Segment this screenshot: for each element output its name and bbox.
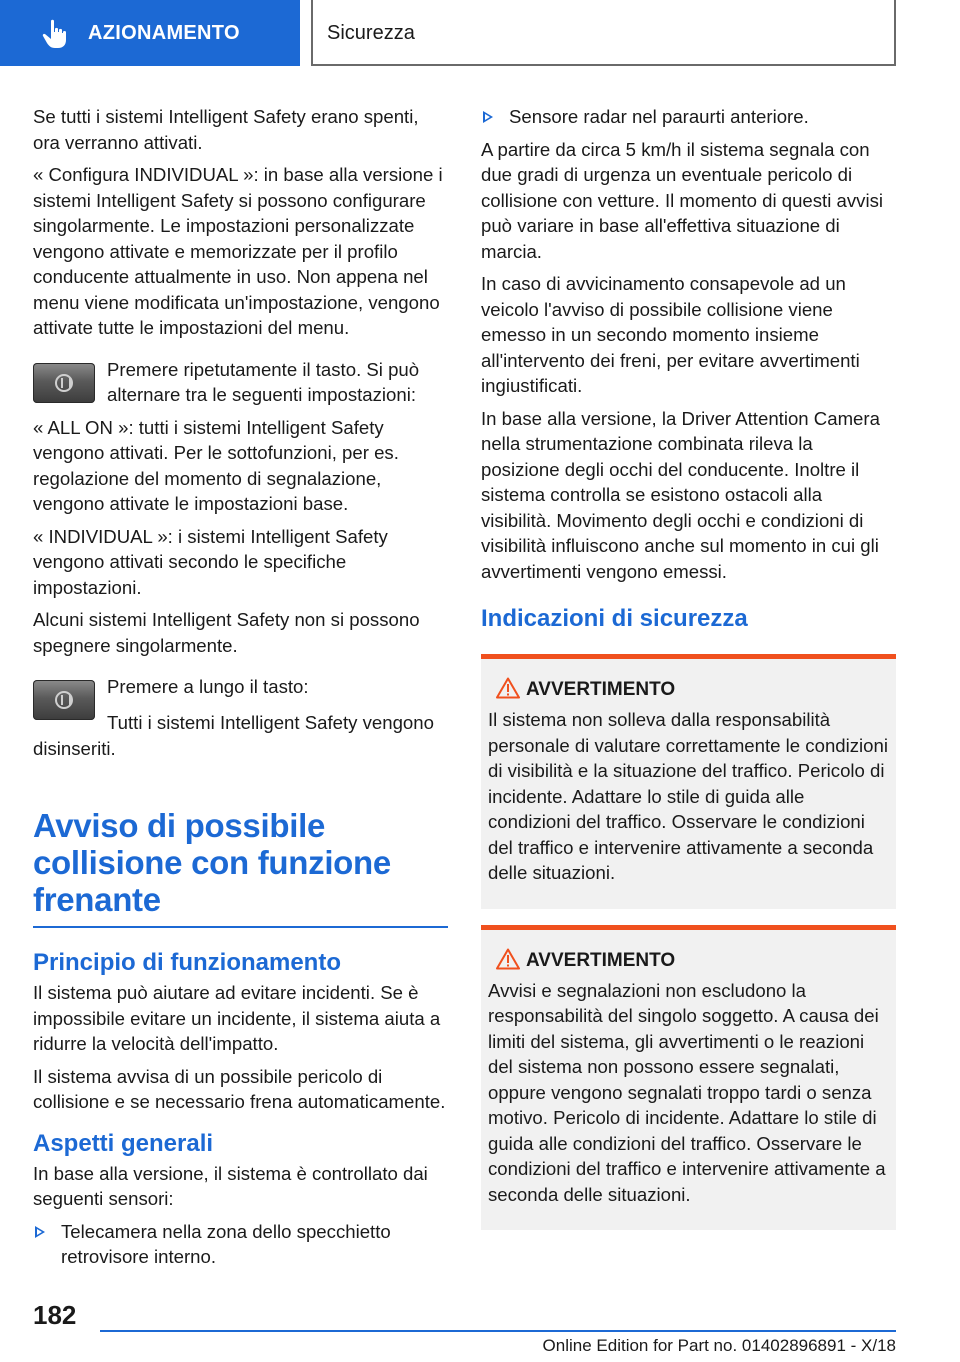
main-heading: Avviso di possibile collisione con funzione frenante (33, 807, 448, 928)
page-number: 182 (33, 1300, 77, 1330)
paragraph: Alcuni sistemi Intelligent Safety non si possono spegnere singolarmente. (33, 609, 420, 656)
hand-pointer-icon (40, 18, 70, 50)
warning-title-text: AVVERTIMENTO (526, 679, 676, 700)
warning-text: Il sistema non solleva dalla responsabilità personale di valutare correttamente le condizioni di visibilità e la situazione del traffico. Pericolo di incidente. Adattare lo stile di guida alle condizioni del traffico. Osservare le condizioni del traffico e intervenire attivamente a seconda delle situazioni. (488, 709, 888, 883)
edition-note: Online Edition for Part no. 01402896891 - X/18 (542, 1336, 896, 1355)
button-instruction (33, 674, 448, 722)
list-item-text: Sensore radar nel paraurti anteriore. (509, 106, 809, 127)
paragraph: Il sistema avvisa di un possibile pericolo di collisione e se necessario frena automaticamente. (33, 1065, 446, 1112)
warning-box (481, 925, 896, 1231)
button-instruction-text: Premere ripetutamente il tasto. Si può alternare tra le seguenti impostazioni: (107, 358, 420, 405)
paragraph: Se tutti i sistemi Intelligent Safety erano spenti, ora verranno attivati. (33, 106, 419, 153)
warning-title (488, 677, 888, 703)
paragraph: Il sistema può aiutare ad evitare incidenti. Se è impossibile evitare un incidente, il sistema aiuta a ridurre la velocità dell'impatto. (33, 982, 441, 1054)
warning-text: Avvisi e segnalazioni non escludono la responsabilità del singolo soggetto. A causa dei limiti del sistema, gli avvertimenti o le reazioni del sistema non possono essere segnalati, oppure vengono segnalati troppo tardi o senza motivo. Pericolo di incidente. Adattare lo stile di guida alle condizioni del traffico. Osservare le condizioni del traffico e intervenire attivamente a seconda delle situazioni. (488, 979, 886, 1205)
button-instruction-text: Premere a lungo il tasto: (107, 676, 309, 697)
warning-box (481, 654, 896, 909)
button-instruction (33, 357, 448, 408)
paragraph: In caso di avvicinamento consapevole ad un veicolo l'avviso di possibile collisione viene emesso in un secondo momento insieme all'intervento dei freni, per evitare avvertimenti ingiustificati. (481, 273, 860, 396)
section-tab[interactable] (311, 0, 896, 66)
section-tab-label: Sicurezza (327, 22, 415, 44)
right-column (481, 104, 896, 1246)
paragraph: « INDIVIDUAL »: i sistemi Intelligent Safety vengono attivati secondo le specifiche impostazioni. (33, 525, 388, 598)
intelligent-safety-button-icon (33, 363, 95, 403)
warning-title (488, 948, 888, 974)
chapter-tab-label: AZIONAMENTO (88, 22, 240, 44)
paragraph: In base alla versione, il sistema è controllato dai seguenti sensori: (33, 1162, 428, 1209)
subheading: Indicazioni di sicurezza (481, 605, 748, 632)
list-item-text: Telecamera nella zona dello specchietto retrovisore interno. (61, 1220, 391, 1267)
subheading: Aspetti generali (33, 1129, 214, 1157)
paragraph: A partire da circa 5 km/h il sistema segnala con due gradi di urgenza un eventuale pericolo di collisione con vetture. Il momento di questi avvisi può variare in base all'effettiva situazione di marcia. (481, 138, 884, 262)
list-item (33, 1219, 448, 1270)
list-item (481, 104, 896, 130)
warning-title-text: AVVERTIMENTO (526, 949, 676, 971)
intelligent-safety-button-icon (33, 680, 95, 720)
subheading: Principio di funzionamento (33, 949, 341, 976)
triangle-bullet-icon (483, 111, 493, 123)
chapter-tab[interactable] (0, 0, 300, 66)
footer-divider (100, 1330, 896, 1332)
triangle-bullet-icon (35, 1226, 45, 1238)
page-header (0, 0, 960, 66)
left-column (33, 104, 448, 1270)
button-instruction-text: Tutti i sistemi Intelligent Safety vengono disinseriti. (33, 712, 434, 759)
paragraph: In base alla versione, la Driver Attention Camera nella strumentazione combinata rileva la posizione degli occhi del conducente. Inoltre il sistema controlla se esistono ostacoli alla visibilità. Movimento degli occhi e condizioni di visibilità influiscono anche sul momento in cui gli avvertimenti vengono emessi. (481, 407, 880, 582)
paragraph: « Configura INDIVIDUAL »: in base alla versione i sistemi Intelligent Safety si possono configurare singolarmente. Le impostazioni personalizzate vengono attivate e memorizzate per il profilo conducente attualmente in uso. Non appena nel menu viene modificata un'impostazione, vengono attivate tutte le impostazioni del menu. (33, 164, 443, 338)
warning-triangle-icon (496, 948, 520, 970)
paragraph: « ALL ON »: tutti i sistemi Intelligent Safety vengono attivati. Per le sottofunzioni, per es. regolazione del momento di segnalazione, vengono attivate le impostazioni base. (33, 416, 399, 514)
warning-triangle-icon (496, 677, 520, 699)
